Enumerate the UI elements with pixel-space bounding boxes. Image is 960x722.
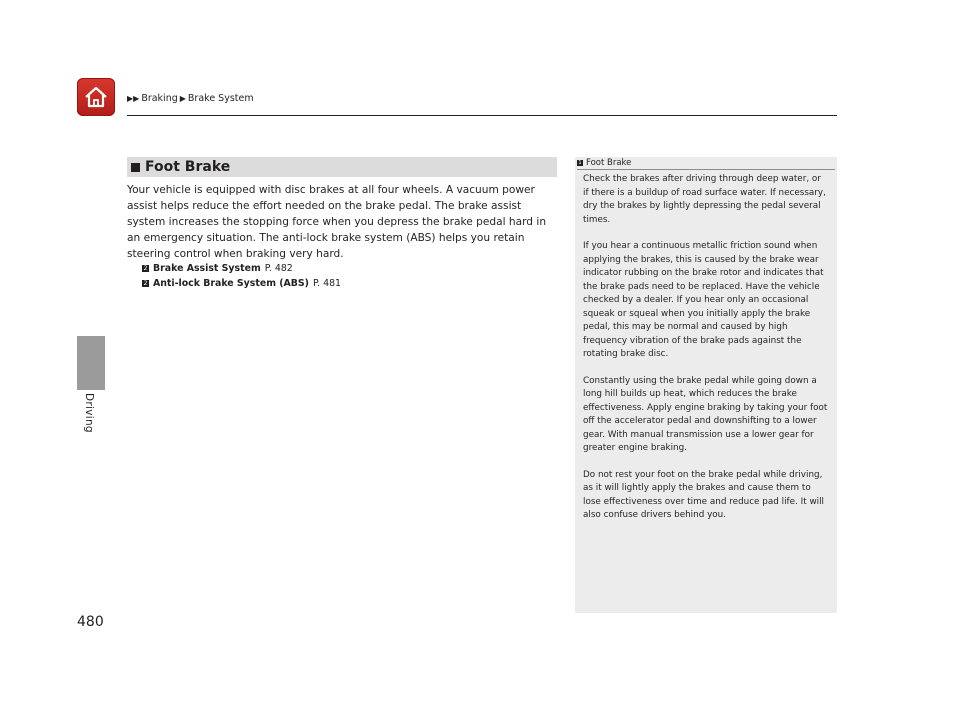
breadcrumb-item-braking[interactable]: Braking	[141, 93, 178, 104]
home-button[interactable]	[77, 78, 115, 116]
sidebar-heading	[577, 157, 835, 170]
sidebar-paragraph: Do not rest your foot on the brake pedal while driving, as it will lightly apply the brakes and cause them to lose effectiveness over time and reduce pad life. It will also confuse drivers behind you.	[583, 469, 824, 520]
reference-page: P. 482	[264, 263, 293, 274]
home-icon	[83, 85, 109, 109]
sidebar-paragraph: Check the brakes after driving through deep water, or if there is a buildup of road surface water. If necessary, dry the brakes by lightly depressing the pedal several times.	[583, 174, 826, 225]
section-marker-icon	[131, 163, 140, 172]
breadcrumb	[127, 93, 254, 104]
reference-page: P. 481	[312, 278, 342, 289]
section-header	[127, 157, 557, 177]
chapter-tab[interactable]	[77, 336, 105, 390]
page-number: 480	[77, 614, 104, 630]
reference-arrow-icon: 2	[143, 265, 148, 272]
cross-references	[142, 261, 341, 291]
sidebar-paragraph: Constantly using the brake pedal while going down a long hill builds up heat, which reduces the brake effectiveness. Apply engine braking by taking your foot off the accelerator pedal and downshifting to a lower gear. With manual transmission use a lower gear for greater engine braking.	[583, 375, 828, 453]
sidebar-paragraph: If you hear a continuous metallic friction sound when applying the brakes, this is caused by the brake wear indicator rubbing on the brake rotor and indicates that the brake pads need to be replaced. Have the vehicle checked by a dealer. If you hear only an occasional squeak or squeal when you initially apply the brake pedal, this may be normal and caused by high frequency vibration of the brake pads against the rotating brake disc.	[583, 241, 824, 359]
reference-link[interactable]	[142, 261, 341, 276]
section-title: Foot Brake	[145, 159, 231, 175]
reference-link[interactable]	[142, 276, 341, 291]
note-icon: 1	[578, 160, 582, 166]
chapter-tab-label: Driving	[83, 393, 95, 433]
header-divider	[127, 115, 837, 116]
reference-arrow-icon: 2	[143, 280, 148, 287]
sidebar-body	[583, 173, 829, 536]
section-body: Your vehicle is equipped with disc brakes at all four wheels. A vacuum power assist helps reduce the effort needed on the brake pedal. The brake assist system increases the stopping force when you depress the brake pedal hard in an emergency situation. The anti-lock brake system (ABS) helps you retain steering control when braking very hard.	[127, 184, 547, 260]
breadcrumb-arrow-icon: ▶	[179, 94, 186, 103]
reference-title: Anti-lock Brake System (ABS)	[153, 278, 309, 289]
sidebar-heading-text: Foot Brake	[586, 158, 632, 168]
notes-sidebar	[575, 157, 837, 613]
breadcrumb-item-brake-system[interactable]: Brake System	[187, 93, 254, 104]
reference-title: Brake Assist System	[153, 263, 261, 274]
breadcrumb-arrow-icon: ▶▶	[127, 94, 140, 103]
